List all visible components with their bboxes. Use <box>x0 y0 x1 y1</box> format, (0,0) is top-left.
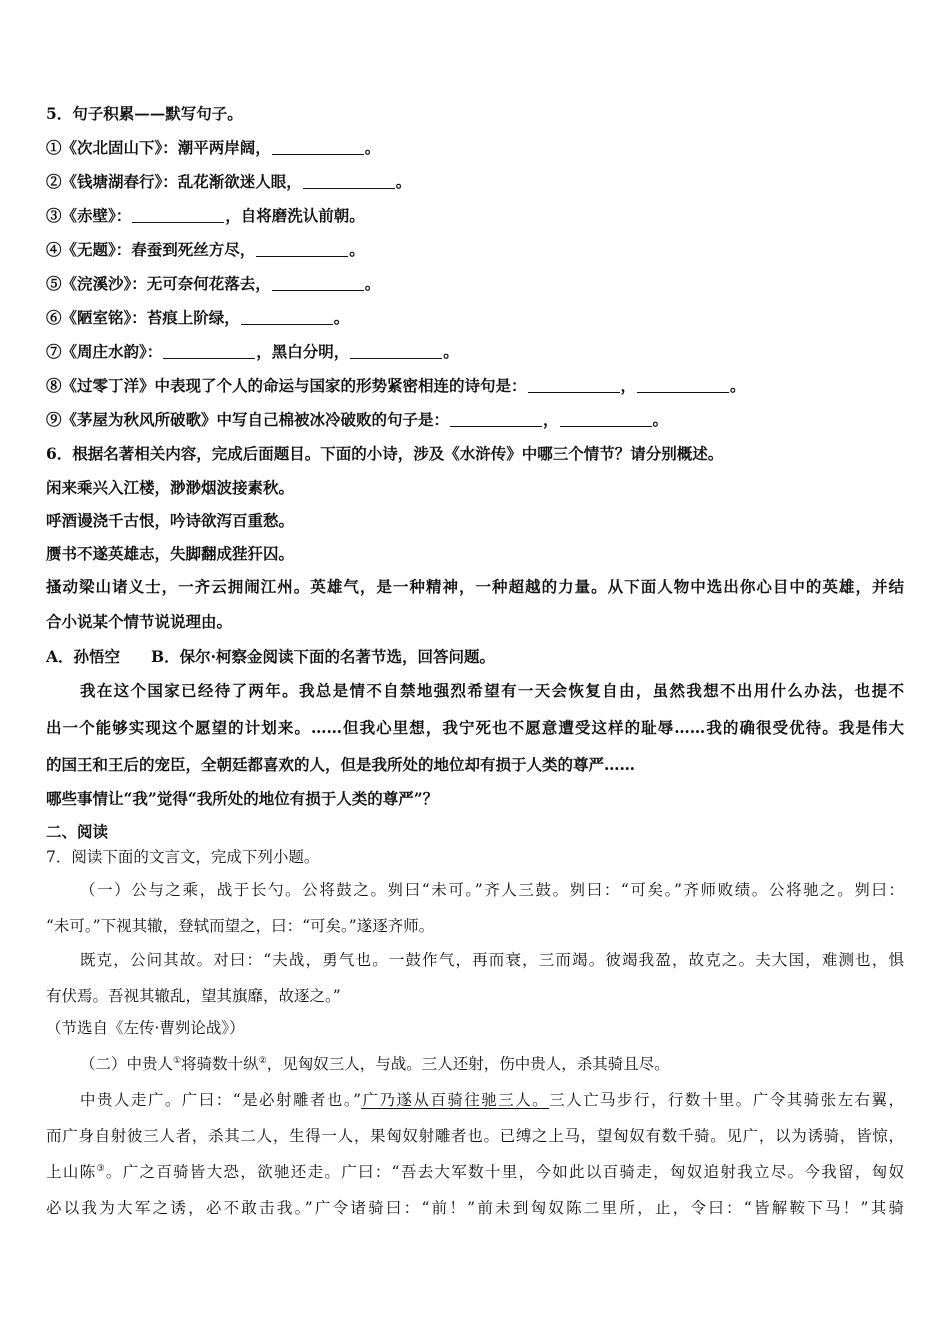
passage-2-text: 将骑数十纵 <box>181 1055 259 1073</box>
answer-blank[interactable] <box>163 344 255 359</box>
q5-item-8-end: 。 <box>730 376 746 395</box>
passage-2-line-5: 必以我为大军之诱，必不敢击我。”广令诸骑曰：“前！”前未到匈奴陈二里所，止，令曰：“皆解鞍下马！”其骑 <box>46 1199 904 1217</box>
answer-blank[interactable] <box>272 276 364 291</box>
q5-item-8-text: ⑧《过零丁洋》中表现了个人的命运与国家的形势紧密相连的诗句是： <box>46 376 527 395</box>
passage-1-line-1: （一）公与之乘，战于长勺。公将鼓之。刿曰“未可。”齐人三鼓。刿曰：“可矣。”齐师败绩。公将驰之。刿曰： <box>80 881 904 899</box>
q5-item-9-end: 。 <box>652 410 669 429</box>
q5-item-9-mid: ， <box>543 410 559 429</box>
q5-item-3-text: ③《赤壁》： <box>46 206 132 225</box>
q6-excerpt-line-3: 的国王和王后的宠臣，全朝廷都喜欢的人，但是我所处的地位却有损于人类的尊严…… <box>46 755 636 774</box>
q5-item-1-text: ①《次北固山下》：潮平两岸阔， <box>46 138 271 157</box>
q5-item-9-text: ⑨《茅屋为秋风所破歌》中写自己棉被冰冷破败的句子是： <box>46 410 450 429</box>
answer-blank[interactable] <box>132 208 224 223</box>
q5-item-7-text: ⑦《周庄水韵》： <box>46 342 163 361</box>
q5-item-8-mid: ， <box>620 376 637 395</box>
q5-item-5-end: 。 <box>364 274 381 293</box>
footnote-mark: ③ <box>96 1164 106 1174</box>
q5-item-4-text: ④《无题》：春蚕到死丝方尽， <box>46 240 256 259</box>
q6-question: 哪些事情让“我”觉得“我所处的地位有损于人类的尊严”？ <box>46 789 439 808</box>
answer-blank[interactable] <box>241 310 333 325</box>
q6-options: A．孙悟空 B．保尔·柯察金阅读下面的名著节选，回答问题。 <box>46 647 496 666</box>
answer-blank[interactable] <box>303 174 395 189</box>
q5-item-9 <box>46 410 668 430</box>
q5-item-6-end: 。 <box>333 308 350 327</box>
q5-item-7 <box>46 342 459 362</box>
footnote-mark: ① <box>173 1056 182 1066</box>
passage-1-line-4: 有伏焉。吾视其辙乱，望其旗靡，故逐之。” <box>46 987 341 1005</box>
passage-2-line-2 <box>80 1090 904 1110</box>
q5-item-8 <box>46 376 746 396</box>
answer-blank[interactable] <box>450 412 542 427</box>
q5-item-2-text: ②《钱塘湖春行》：乱花渐欲迷人眼， <box>46 172 302 191</box>
q5-item-1-end: 。 <box>364 138 381 157</box>
passage-2-line-4 <box>46 1162 904 1182</box>
answer-blank[interactable] <box>528 378 620 393</box>
q5-item-2 <box>46 172 411 192</box>
q5-title: 5．句子积累——默写句子。 <box>46 104 243 123</box>
q6-prompt-line-2: 合小说某个情节说说理由。 <box>46 612 233 631</box>
q5-item-6 <box>46 308 349 328</box>
answer-blank[interactable] <box>350 344 442 359</box>
q5-item-6-text: ⑥《陋室铭》：苔痕上阶绿， <box>46 308 240 327</box>
q6-poem-line-1: 闲来乘兴入江楼，渺渺烟波接素秋。 <box>46 478 295 497</box>
passage-1-line-2: “未可。”下视其辙，登轼而望之，曰：“可矣。”遂逐齐师。 <box>46 917 435 935</box>
q5-item-4 <box>46 240 365 260</box>
section-heading: 二、阅读 <box>46 822 109 841</box>
q6-excerpt-line-1: 我在这个国家已经待了两年。我总是情不自禁地强烈希望有一天会恢复自由，虽然我想不出用什么办法，也提不 <box>80 681 904 700</box>
q6-title: 6．根据名著相关内容，完成后面题目。下面的小诗，涉及《水浒传》中哪三个情节？请分别概述。 <box>46 444 724 463</box>
q7-title: 7．阅读下面的文言文，完成下列小题。 <box>46 848 320 866</box>
footnote-mark: ② <box>258 1056 267 1066</box>
q5-item-3-end: ，自将磨洗认前朝。 <box>225 206 365 225</box>
passage-2-text: 。广之百骑皆大恐，欲驰还走。广曰：“吾去大军数十里，今如此以百骑走，匈奴追射我立尽。今我留，匈奴 <box>105 1163 904 1181</box>
passage-2-line-1 <box>80 1054 670 1074</box>
q6-poem-line-2: 呼酒谩浇千古恨，吟诗欲泻百重愁。 <box>46 511 295 530</box>
underlined-sentence: 广乃遂从百骑往驰三人。 <box>361 1091 550 1109</box>
q6-prompt-line-1: 搔动梁山诸义士，一齐云拥闹江州。英雄气，是一种精神，一种超越的力量。从下面人物中选出你心目中的英雄，并结 <box>46 577 904 596</box>
answer-blank[interactable] <box>560 412 652 427</box>
q5-item-5 <box>46 274 380 294</box>
q5-item-5-text: ⑤《浣溪沙》：无可奈何花落去， <box>46 274 271 293</box>
answer-blank[interactable] <box>637 378 729 393</box>
q5-item-4-end: 。 <box>349 240 365 259</box>
passage-2-line-3: 而广身自射彼三人者，杀其二人，生得一人，果匈奴射雕者也。已缚之上马，望匈奴有数千骑。见广，以为诱骑，皆惊， <box>46 1127 904 1145</box>
q5-item-7-end: 。 <box>443 342 459 361</box>
passage-2-text: 上山陈 <box>46 1163 97 1181</box>
q5-item-3 <box>46 206 365 226</box>
answer-blank[interactable] <box>256 242 348 257</box>
passage-2-text: 中贵人走广。广曰：“是必射雕者也。” <box>80 1091 362 1109</box>
passage-2-text: （二）中贵人 <box>80 1055 174 1073</box>
answer-blank[interactable] <box>272 140 364 155</box>
passage-2-text: ，见匈奴三人，与战。三人还射，伤中贵人，杀其骑且尽。 <box>266 1055 670 1073</box>
passage-1-line-3: 既克，公问其故。对曰：“夫战，勇气也。一鼓作气，再而衰，三而竭。彼竭我盈，故克之。夫大国，难测也，惧 <box>80 951 904 969</box>
passage-1-source: （节选自《左传·曹刿论战》） <box>46 1019 245 1037</box>
q6-excerpt-line-2: 出一个能够实现这个愿望的计划来。……但我心里想，我宁死也不愿意遭受这样的耻辱……我的确很受优待。我是伟大 <box>46 718 904 737</box>
q5-item-1 <box>46 138 380 158</box>
q5-item-2-end: 。 <box>395 172 412 191</box>
passage-2-text: 三人亡马步行，行数十里。广令其骑张左右翼， <box>549 1091 904 1109</box>
q5-item-7-mid: ，黑白分明， <box>256 342 350 361</box>
q6-poem-line-3: 赝书不遂英雄志，失脚翻成狴犴囚。 <box>46 544 295 563</box>
